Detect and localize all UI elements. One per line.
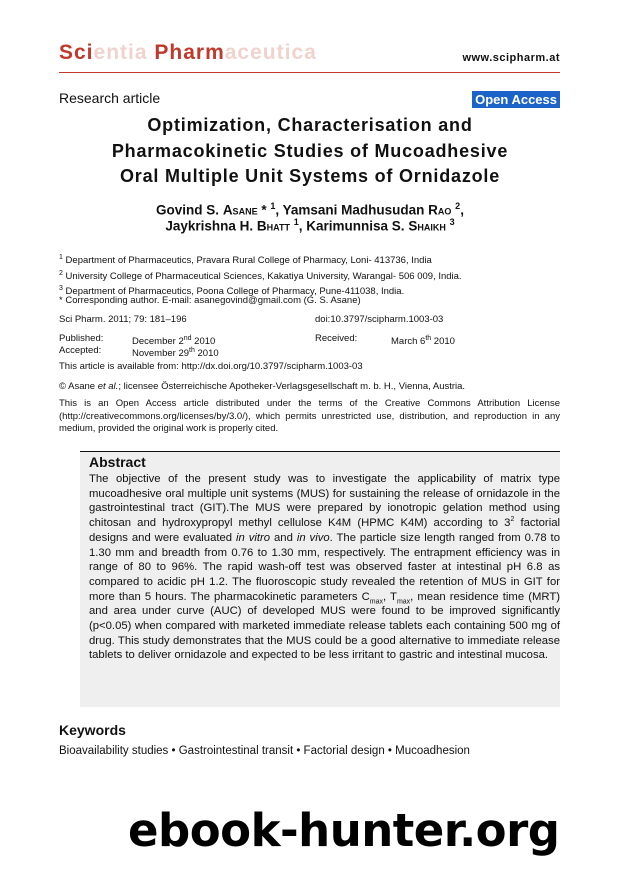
- accepted-date: [132, 345, 219, 361]
- date-ordinal: th: [189, 347, 195, 354]
- author-surname: Shaikh: [408, 218, 446, 234]
- copyright-text: © Asane: [59, 381, 98, 392]
- logo-part: entia: [93, 41, 148, 64]
- keywords-heading: Keywords: [59, 722, 126, 738]
- header-divider: [59, 72, 560, 73]
- abstract-subscript: max: [369, 597, 384, 605]
- citation: Sci Pharm. 2011; 79: 181–196: [59, 314, 187, 325]
- affiliations: [59, 252, 462, 299]
- affiliation-item: [59, 268, 462, 284]
- author-separator: ,: [460, 202, 464, 218]
- author-given-name: Govind S.: [156, 202, 223, 218]
- author-given-name: , Yamsani Madhusudan: [275, 202, 429, 218]
- date-text: 2010: [431, 336, 455, 348]
- affiliation-number: 3: [59, 285, 63, 293]
- abstract-run: , mean residence time (MRT) and area under curve (AUC) of developed MUS were found to be improved significantly (p<0.05) when compared with marketed immediate release tablets each containing 500 mg of drug. This study demonstrates that the MUS could be a good alternative to immediate release tablets to deliver ornidazole and expected to be less irritant to gastric and intestinal mucosa.: [89, 590, 560, 662]
- article-type-label: Research article: [59, 90, 161, 106]
- date-text: December 2: [132, 336, 184, 348]
- date-text: November 29: [132, 348, 190, 360]
- affiliation-ref: 2: [455, 201, 461, 211]
- affiliation-ref: 1: [270, 201, 276, 211]
- affiliation-text: University College of Pharmaceutical Sciences, Kakatiya University, Warangal- 506 009, India.: [62, 270, 462, 282]
- author-given-name: , Karimunnisa S.: [298, 218, 409, 234]
- abstract-italic: in vitro: [236, 531, 271, 544]
- keywords-list: Bioavailability studies • Gastrointestinal transit • Factorial design • Mucoadhesion: [59, 745, 470, 757]
- logo-part: aceutica: [224, 41, 317, 64]
- abstract-italic: in vivo: [296, 531, 330, 544]
- abstract-box: [80, 451, 560, 707]
- abstract-subscript: max: [396, 597, 411, 605]
- availability-statement: This article is available from: http://dx.doi.org/10.3797/scipharm.1003-03: [59, 361, 363, 372]
- abstract-run: . The particle size length ranged from 0.78 to 1.30 mm and breadth from 0.76 to 1.30 mm, respectively. The entrapment efficiency was in range of 80 to 96%. The rapid wash-off test was observed faster at intestinal pH 6.8 as compared to acidic pH 1.2. The fluoroscopic study revealed the retention of MUS in GIT for more than 5 hours. The pharmacokinetic parameters C: [89, 531, 560, 603]
- abstract-heading: Abstract: [89, 454, 146, 470]
- date-text: March 6: [391, 336, 426, 348]
- date-ordinal: th: [425, 335, 432, 342]
- author-surname: Rao: [428, 202, 452, 218]
- doi: doi:10.3797/scipharm.1003-03: [315, 314, 444, 325]
- affiliation-number: 1: [59, 254, 63, 261]
- title-line: Optimization, Characterisation and: [147, 115, 473, 135]
- author-surname: Bhatt: [256, 218, 290, 234]
- corresponding-mark: *: [257, 202, 271, 218]
- affiliation-ref: 1: [293, 217, 299, 227]
- article-title: [40, 113, 580, 190]
- logo-part: Pharm: [147, 41, 225, 64]
- copyright-etal: et al.: [97, 381, 119, 392]
- abstract-run: , T: [383, 590, 397, 603]
- logo-part: Sci: [59, 41, 94, 64]
- corresponding-author: * Corresponding author. E-mail: asanegovind@gmail.com (G. S. Asane): [59, 295, 361, 306]
- abstract-run: and: [270, 531, 297, 544]
- abstract-run: factorial designs and were evaluated: [89, 517, 561, 544]
- accepted-label: Accepted:: [59, 345, 102, 356]
- date-text: 2010: [194, 348, 219, 360]
- affiliation-item: [59, 252, 462, 268]
- received-label: Received:: [315, 333, 358, 344]
- affiliation-text: Department of Pharmaceutics, Pravara Rural College of Pharmacy, Loni- 413736, India: [62, 255, 432, 267]
- author-given-name: Jaykrishna H.: [165, 218, 257, 234]
- site-url-link[interactable]: www.scipharm.at: [462, 52, 560, 64]
- publication-info: [59, 314, 499, 358]
- author-line: [40, 201, 580, 218]
- open-access-badge: Open Access: [472, 91, 560, 108]
- affiliation-number: 2: [59, 269, 63, 277]
- copyright-text: ; licensee Österreichische Apotheker-Verlagsgesellschaft m. b. H., Vienna, Austria.: [118, 381, 466, 392]
- abstract-superscript: 2: [510, 516, 515, 524]
- title-line: Pharmacokinetic Studies of Mucoadhesive: [111, 140, 509, 161]
- journal-logo: [59, 41, 317, 65]
- date-text: 2010: [191, 336, 216, 348]
- published-label: Published:: [59, 333, 104, 344]
- license-statement: This is an Open Access article distributed under the terms of the Creative Commons Attribution License (http://creativecommons.org/licenses/by/3.0/), which permits unrestricted use, distribution, and reproduction in any medium, provided the original work is properly cited.: [59, 398, 560, 434]
- copyright-notice: [59, 381, 465, 394]
- abstract-text: [89, 472, 560, 663]
- affiliation-ref: 3: [449, 217, 455, 227]
- affiliation-text: Department of Pharmaceutics, Poona College of Pharmacy, Pune-411038, India.: [62, 286, 405, 298]
- author-line: [40, 217, 580, 234]
- title-line: Oral Multiple Unit Systems of Ornidazole: [119, 166, 501, 186]
- author-surname: Asane: [222, 202, 258, 218]
- abstract-run: The objective of the present study was to investigate the applicability of matrix type mucoadhesive oral multiple unit systems (MUS) for sustaining the release of ornidazole in the gastrointestinal tract (GIT).The MUS were prepared by ionotropic gelation method using chitosan and hydroxypropyl methyl cellulose K4M (HPMC K4M) according to 3: [89, 473, 560, 530]
- date-ordinal: nd: [183, 335, 192, 342]
- received-date: [391, 333, 455, 349]
- watermark: ebook-hunter.org: [128, 804, 560, 857]
